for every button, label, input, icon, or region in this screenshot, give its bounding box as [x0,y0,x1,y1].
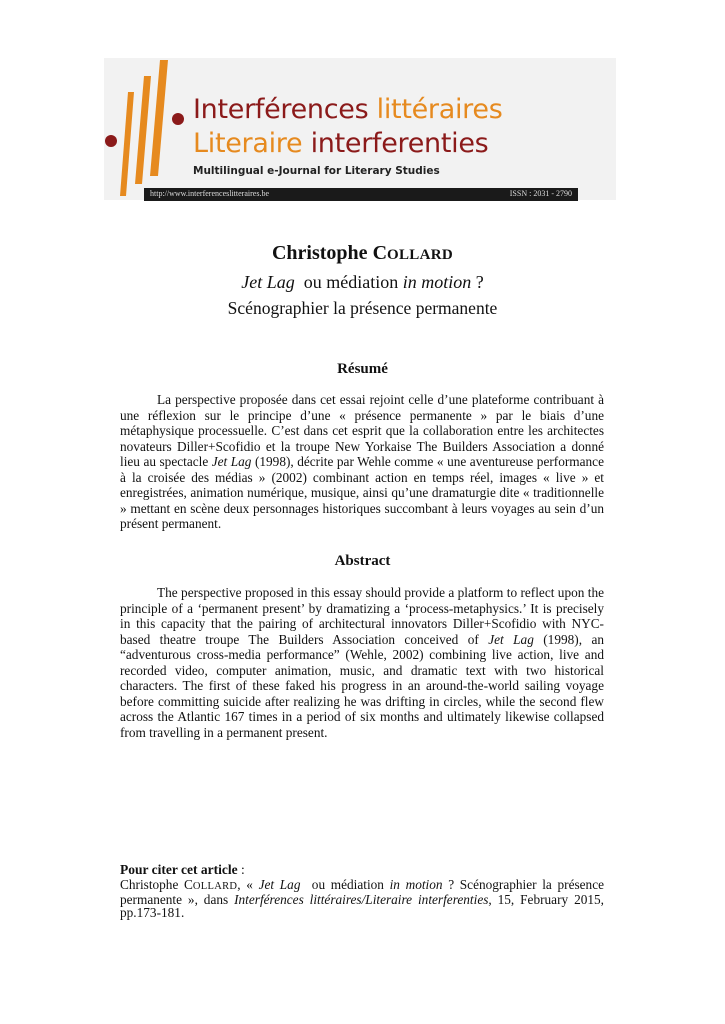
resume-heading: Résumé [337,361,388,377]
article-author: Christophe COLLARD [271,242,453,264]
url-issn-bar [144,188,578,201]
logo-title-french: Interférences littéraires [193,94,503,125]
logo-subtitle: Multilingual e-Journal for Literary Studies [193,165,440,177]
issn-number: ISSN : 2031 - 2790 [509,189,572,198]
citation-text: Christophe COLLARD, « Jet Lag ou médiation in motion ? Scénographier la présence permanente », dans Interférences littéraires/Literaire interferenties, 15, February 2015, pp.173-181. [120,877,604,920]
abstract-paragraph: The perspective proposed in this essay should provide a platform to reflect upon the principle of a ‘permanent present’ by dramatizing a ‘process-metaphysics.’ It is precisely in this capacity that the pairing of architectural innovators Diller+Scofidio with NYC-based theatre troupe The Builders Association conceived of Jet Lag (1998), an “adventurous cross-media performance” (Wehle, 2002) combining live action, live and recorded video, computer animation, music, and dramatic text with two historical characters. The first of these faked his progress in an around-the-world sailing voyage before committing suicide after realizing he was drifting in circles, while the second flew across the Atlantic 167 times in a period of six months and ultimately likewise collapsed from travelling in a permanent present. [120,585,604,740]
abstract-heading: Abstract [334,553,391,569]
journal-url-link[interactable]: http://www.interferenceslitteraires.be [150,189,269,198]
journal-logo-icon [96,56,186,202]
citation-heading: Pour citer cet article : [120,862,245,877]
article-subtitle: Scénographier la présence permanente [227,298,498,318]
article-title: Jet Lag ou médiation in motion ? [241,272,484,292]
resume-paragraph: La perspective proposée dans cet essai rejoint celle d’une plateforme contribuant à une réflexion sur le principe d’une « présence permanente » par le biais d’une métaphysique processuelle. C’est dans cet esprit que la collaboration entre les architectes novateurs Diller+Scofidio et la troupe New Yorkaise The Builders Association a donné lieu au spectacle Jet Lag (1998), décrite par Wehle comme « une aventureuse performance à la croisée des médias » (2002) combinant action en temps réel, images « live » et enregistrées, animation numérique, musique, ainsi qu’une dramaturgie dite « traditionnelle » mettant en scène deux personnages historiques succombant à leurs voyages au sein d’un présent permanent. [120,392,604,531]
logo-title-dutch: Literaire interferenties [193,128,489,159]
